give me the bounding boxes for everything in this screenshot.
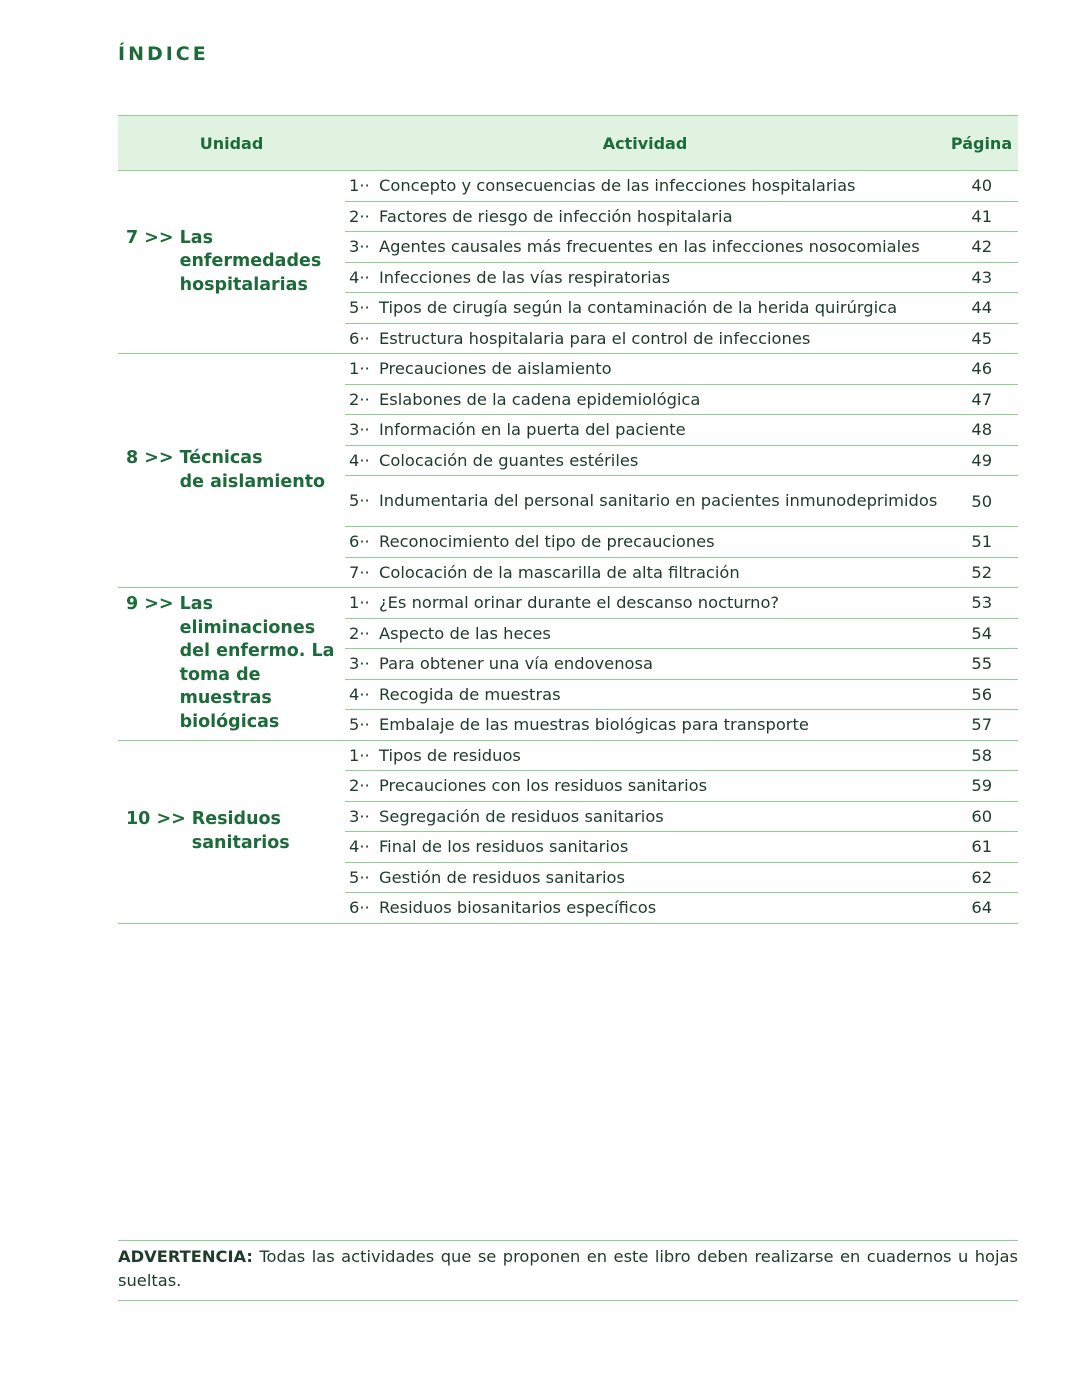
activity-cell [345, 561, 945, 585]
unit-name: Técnicas de aislamiento [179, 448, 326, 492]
activity-page: 44 [971, 298, 993, 318]
activity-title: Colocación de guantes estériles [379, 450, 639, 470]
activity-page: 49 [971, 450, 993, 470]
activity-number: 2·· [349, 206, 370, 226]
activity-page: 42 [971, 237, 993, 257]
activity-page: 40 [971, 176, 993, 196]
unit-block [118, 354, 1018, 588]
activity-number: 6·· [349, 328, 370, 348]
activity-number: 1·· [349, 593, 370, 612]
activity-list [345, 171, 1018, 353]
activity-row [345, 414, 1018, 445]
activity-number: 6·· [349, 532, 370, 551]
activity-page: 61 [971, 837, 993, 857]
activity-page: 51 [971, 532, 993, 552]
activity-page: 60 [971, 806, 993, 826]
warning-label: ADVERTENCIA: [118, 1247, 253, 1266]
unit-label [118, 227, 321, 298]
activity-cell [345, 174, 945, 198]
activity-title: Tipos de cirugía según la contaminación de la herida quirúrgica [379, 298, 898, 317]
activity-number: 3·· [349, 237, 370, 256]
activity-title: Segregación de residuos sanitarios [379, 806, 664, 826]
activity-row [345, 831, 1018, 862]
activity-title: Precauciones de aislamiento [379, 359, 612, 378]
activity-cell [345, 489, 945, 513]
unit-label [118, 447, 325, 494]
activity-row [345, 171, 1018, 201]
activity-title: Gestión de residuos sanitarios [379, 867, 625, 887]
activity-cell [345, 205, 945, 229]
activity-row [345, 557, 1018, 588]
activity-title: Tipos de residuos [379, 745, 521, 765]
activity-title: Para obtener una vía endovenosa [379, 654, 653, 673]
activity-title: Colocación de la mascarilla de alta filtración [379, 562, 740, 582]
activity-row [345, 475, 1018, 526]
activity-page: 48 [971, 420, 993, 440]
unit-cell [118, 171, 345, 353]
activity-page: 46 [971, 359, 993, 379]
activity-row [345, 445, 1018, 476]
activity-number: 5·· [349, 491, 370, 511]
activity-cell [345, 235, 945, 259]
activity-number: 2·· [349, 776, 370, 795]
activity-page: 47 [971, 389, 993, 409]
activity-cell [345, 327, 945, 351]
activity-row [345, 384, 1018, 415]
activity-cell [345, 296, 945, 320]
activity-page: 62 [971, 867, 993, 887]
table-header [118, 115, 1018, 171]
activity-title: Indumentaria del personal sanitario en pacientes inmunodeprimidos [379, 491, 938, 511]
warning-text: Todas las actividades que se proponen en este libro deben realizarse en cuadernos u hojas sueltas. [118, 1247, 1018, 1290]
activity-cell [345, 591, 945, 615]
page-title: ÍNDICE [118, 43, 209, 65]
activity-page: 64 [971, 898, 993, 918]
activity-page: 53 [971, 593, 993, 613]
activity-number: 5·· [349, 715, 370, 734]
activity-cell [345, 652, 945, 676]
unit-block [118, 588, 1018, 741]
activity-page: 59 [971, 776, 993, 796]
activity-row [345, 862, 1018, 893]
activity-row [345, 323, 1018, 354]
unit-name: Las eliminaciones del enfermo. La toma de muestras biológicas [179, 594, 335, 732]
activity-cell [345, 357, 945, 381]
toc-table [118, 115, 1018, 924]
activity-page: 45 [971, 328, 993, 348]
activity-cell [345, 418, 945, 442]
activity-page: 55 [971, 654, 993, 674]
activity-page: 52 [971, 562, 993, 582]
unit-cell [118, 741, 345, 923]
activity-title: Aspecto de las heces [379, 623, 551, 643]
activity-title: Infecciones de las vías respiratorias [379, 267, 671, 287]
unit-number: 9 >> [126, 594, 174, 615]
activity-number: 1·· [349, 176, 370, 195]
unit-block [118, 741, 1018, 924]
unit-label [118, 593, 345, 734]
activity-row [345, 201, 1018, 232]
units-container [118, 171, 1018, 924]
activity-row [345, 354, 1018, 384]
activity-row [345, 292, 1018, 323]
activity-row [345, 770, 1018, 801]
activity-title: Embalaje de las muestras biológicas para transporte [379, 715, 809, 734]
activity-list [345, 588, 1018, 740]
activity-row [345, 648, 1018, 679]
activity-page: 54 [971, 623, 993, 643]
activity-title: Residuos biosanitarios específicos [379, 898, 657, 917]
activity-cell [345, 266, 945, 290]
activity-number: 7·· [349, 562, 370, 582]
activity-page: 57 [971, 715, 993, 735]
activity-row [345, 231, 1018, 262]
activity-cell [345, 744, 945, 768]
activity-cell [345, 622, 945, 646]
activity-list [345, 741, 1018, 923]
activity-row [345, 262, 1018, 293]
activity-cell [345, 896, 945, 920]
unit-name: Residuos sanitarios [191, 809, 290, 853]
activity-row [345, 526, 1018, 557]
activity-cell [345, 530, 945, 554]
activity-page: 43 [971, 267, 993, 287]
activity-title: Agentes causales más frecuentes en las infecciones nosocomiales [379, 237, 920, 256]
activity-page: 56 [971, 684, 993, 704]
activity-page: 41 [971, 206, 993, 226]
header-unit: Unidad [199, 133, 264, 153]
activity-cell [345, 805, 945, 829]
activity-title: Precauciones con los residuos sanitarios [379, 776, 708, 795]
activity-page: 58 [971, 745, 993, 765]
unit-name: Las enfermedades hospitalarias [179, 227, 322, 295]
activity-number: 1·· [349, 745, 370, 765]
activity-row [345, 741, 1018, 771]
activity-cell [345, 866, 945, 890]
unit-label [118, 808, 290, 855]
unit-number: 10 >> [126, 809, 186, 829]
activity-cell [345, 683, 945, 707]
header-page: Página [950, 133, 1013, 153]
activity-title: Concepto y consecuencias de las infecciones hospitalarias [379, 176, 856, 195]
activity-title: ¿Es normal orinar durante el descanso nocturno? [379, 593, 780, 612]
warning-note [118, 1240, 1018, 1301]
activity-cell [345, 835, 945, 859]
activity-title: Eslabones de la cadena epidemiológica [379, 389, 701, 409]
unit-number: 8 >> [126, 448, 174, 468]
activity-cell [345, 713, 945, 737]
unit-number: 7 >> [126, 227, 174, 248]
activity-number: 6·· [349, 898, 370, 917]
activity-cell [345, 388, 945, 412]
activity-cell [345, 449, 945, 473]
activity-title: Estructura hospitalaria para el control de infecciones [379, 328, 811, 348]
activity-number: 2·· [349, 389, 370, 409]
activity-number: 4·· [349, 267, 370, 287]
activity-number: 2·· [349, 623, 370, 643]
activity-title: Reconocimiento del tipo de precauciones [379, 532, 715, 551]
activity-row [345, 618, 1018, 649]
activity-row [345, 588, 1018, 618]
activity-row [345, 801, 1018, 832]
activity-row [345, 679, 1018, 710]
activity-number: 5·· [349, 867, 370, 887]
unit-cell [118, 588, 345, 740]
activity-number: 3·· [349, 654, 370, 673]
activity-number: 4·· [349, 837, 370, 856]
activity-row [345, 709, 1018, 740]
header-activity: Actividad [602, 133, 688, 153]
activity-title: Factores de riesgo de infección hospitalaria [379, 206, 733, 226]
activity-number: 1·· [349, 359, 370, 378]
unit-cell [118, 354, 345, 587]
activity-title: Información en la puerta del paciente [379, 420, 686, 439]
activity-cell [345, 774, 945, 798]
activity-number: 3·· [349, 420, 370, 439]
activity-number: 5·· [349, 298, 370, 317]
activity-number: 4·· [349, 684, 370, 704]
activity-row [345, 892, 1018, 923]
activity-page: 50 [971, 491, 993, 511]
activity-number: 4·· [349, 450, 370, 470]
activity-title: Final de los residuos sanitarios [379, 837, 629, 856]
activity-number: 3·· [349, 806, 370, 826]
activity-list [345, 354, 1018, 587]
activity-title: Recogida de muestras [379, 684, 561, 704]
unit-block [118, 171, 1018, 354]
